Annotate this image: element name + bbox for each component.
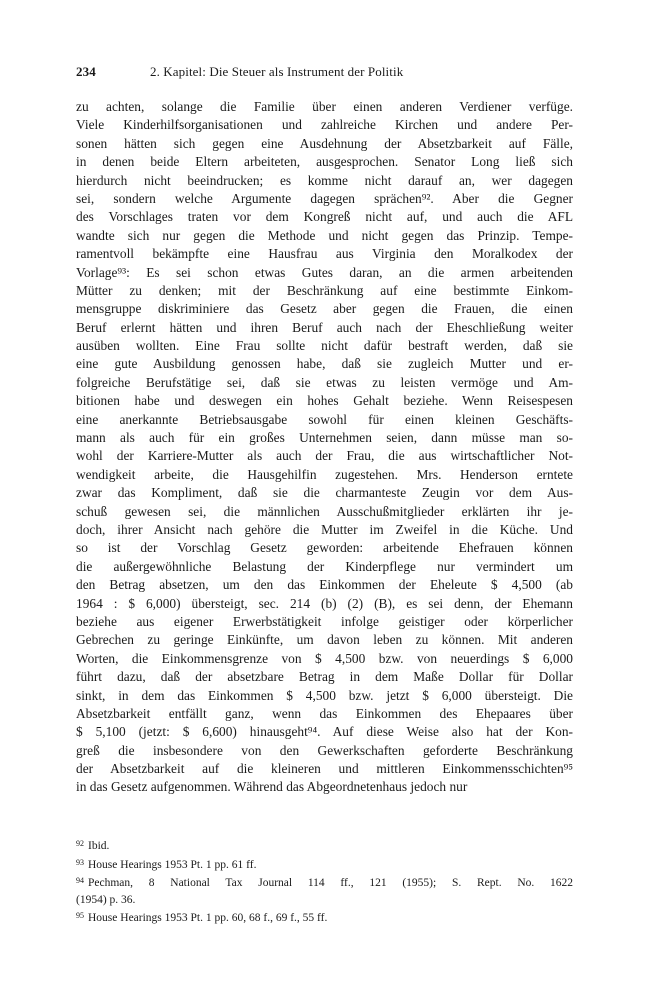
body-line: sonen hätten sich gegen eine Ausdehnung der Absetzbarkeit auf Fälle, (76, 135, 573, 151)
footnote (76, 873, 573, 892)
body-line: führt dazu, daß der absetzbare Betrag in dem Maße Dollar für Dollar (76, 669, 573, 685)
body-line: bitionen habe und deswegen ein hohes Gehalt beziehe. Wenn Reisespesen (76, 393, 573, 409)
body-line: beziehe aus eigener Erwerbstätigkeit infolge geistiger oder körperlicher (76, 613, 573, 629)
body-line: Vorlage⁹³: Es sei schon etwas Gutes daran, an die armen arbeitenden (76, 264, 573, 280)
body-line: der Absetzbarkeit auf die kleineren und mittleren Einkommensschichten⁹⁵ (76, 761, 573, 777)
body-line: schuß gewesen sei, die männlichen Ausschußmitglieder erklärten ihr je- (76, 503, 573, 519)
footnote-text: Pechman, 8 National Tax Journal 114 ff., 121 (1955); S. Rept. No. 1622 (88, 877, 573, 890)
body-line: wandte sich nur gegen die Methode und nicht gegen das Prinzip. Tempe- (76, 227, 573, 243)
body-line: zu achten, solange die Familie über einen anderen Verdiener verfüge. (76, 99, 573, 114)
footnote-text: House Hearings 1953 Pt. 1 pp. 60, 68 f., 69 f., 55 ff. (88, 912, 328, 925)
body-line: sei, sondern welche Argumente dagegen sprächen⁹². Aber die Gegner (76, 190, 573, 206)
body-line: eine gute Ausbildung genossen habe, daß sie zugleich Mutter und er- (76, 356, 573, 372)
page-number: 234 (76, 64, 96, 79)
body-line: die außergewöhnliche Belastung der Kinderpflege nur vermindert um (76, 558, 573, 574)
footnote-text: Ibid. (88, 840, 110, 852)
body-line: des Vorschlages traten vor dem Kongreß nicht auf, und auch die AFL (76, 209, 573, 225)
running-header (76, 64, 576, 80)
body-line: sinkt, in dem das Einkommen $ 4,500 bzw. jetzt $ 6,000 übersteigt. Die (76, 687, 573, 703)
footnote-number: 92 (76, 839, 84, 848)
footnote (76, 836, 573, 855)
body-line: in das Gesetz aufgenommen. Während das Abgeordnetenhaus jedoch nur (76, 779, 468, 795)
footnote (76, 855, 573, 874)
body-line: ramentvoll bekämpfte eine Hausfrau aus Virginia den Moralkodex der (76, 246, 573, 262)
body-line: $ 5,100 (jetzt: $ 6,600) hinausgeht⁹⁴. Auf diese Weise also hat der Kon- (76, 724, 573, 740)
body-line: Gebrechen zu geringe Einkünfte, um davon leben zu können. Mit anderen (76, 632, 573, 648)
body-line: doch, ihrer Ansicht nach gehöre die Mutter im Zweifel in die Küche. Und (76, 521, 573, 537)
body-text (76, 98, 573, 797)
footnotes (76, 836, 573, 927)
body-line: wohl der Karriere-Mutter als auch der Frau, die aus wirtschaftlicher Not- (76, 448, 573, 464)
body-line: hierdurch nicht beeindrucken; es komme nicht darauf an, wer dagegen (76, 172, 573, 188)
footnote (76, 908, 573, 927)
body-line: Mütter zu denken; mit der Beschränkung auf eine bestimmte Einkom- (76, 282, 573, 298)
body-line: mann als auch für ein großes Unternehmen seien, dann müsse man so- (76, 430, 573, 446)
footnote-number: 95 (76, 911, 84, 921)
running-title: 2. Kapitel: Die Steuer als Instrument der Politik (150, 64, 404, 79)
body-line: Viele Kinderhilfsorganisationen und zahlreiche Kirchen und andere Per- (76, 117, 573, 133)
body-line: wendigkeit arbeite, die Hausgehilfin zugestehen. Mrs. Henderson erntete (76, 466, 573, 482)
body-line: in denen beide Eltern arbeiteten, ausgesprochen. Senator Long ließ sich (76, 154, 573, 170)
footnote-text: House Hearings 1953 Pt. 1 pp. 61 ff. (88, 858, 257, 871)
footnote-number: 93 (76, 857, 84, 867)
footnote-number: 94 (76, 876, 84, 886)
body-line: Absetzbarkeit entfällt ganz, wenn das Einkommen des Ehepaares über (76, 705, 573, 721)
body-line: greß die insbesondere von den Gewerkschaften geforderte Beschränkung (76, 742, 573, 758)
body-line: ausüben wollten. Eine Frau sollte nicht dafür bestraft werden, daß sie (76, 338, 573, 354)
body-line: Beruf erlernt hätten und ihren Beruf auch nach der Eheschließung weiter (76, 319, 573, 335)
body-line: folgreiche Berufstätige sei, daß sie etwas zu leisten vermöge und Am- (76, 374, 573, 390)
footnote-continuation: (1954) p. 36. (76, 893, 136, 906)
body-line: den Betrag absetzen, um den das Einkommen der Eheleute $ 4,500 (ab (76, 577, 573, 593)
body-line: 1964 : $ 6,000) übersteigt, sec. 214 (b) (2) (B), es sei denn, der Ehemann (76, 595, 573, 611)
body-line: mensgruppe diskriminiere das Gesetz aber gegen die Frauen, die einen (76, 301, 573, 317)
body-line: zwar das Kompliment, daß sie die charmanteste Zeugin vor dem Aus- (76, 485, 573, 501)
body-line: Worten, die Einkommensgrenze von $ 4,500 bzw. von neuerdings $ 6,000 (76, 650, 573, 666)
body-line: so ist der Vorschlag Gesetz geworden: arbeitende Ehefrauen können (76, 540, 573, 556)
body-line: eine anerkannte Betriebsausgabe sowohl für einen kleinen Geschäfts- (76, 411, 573, 427)
